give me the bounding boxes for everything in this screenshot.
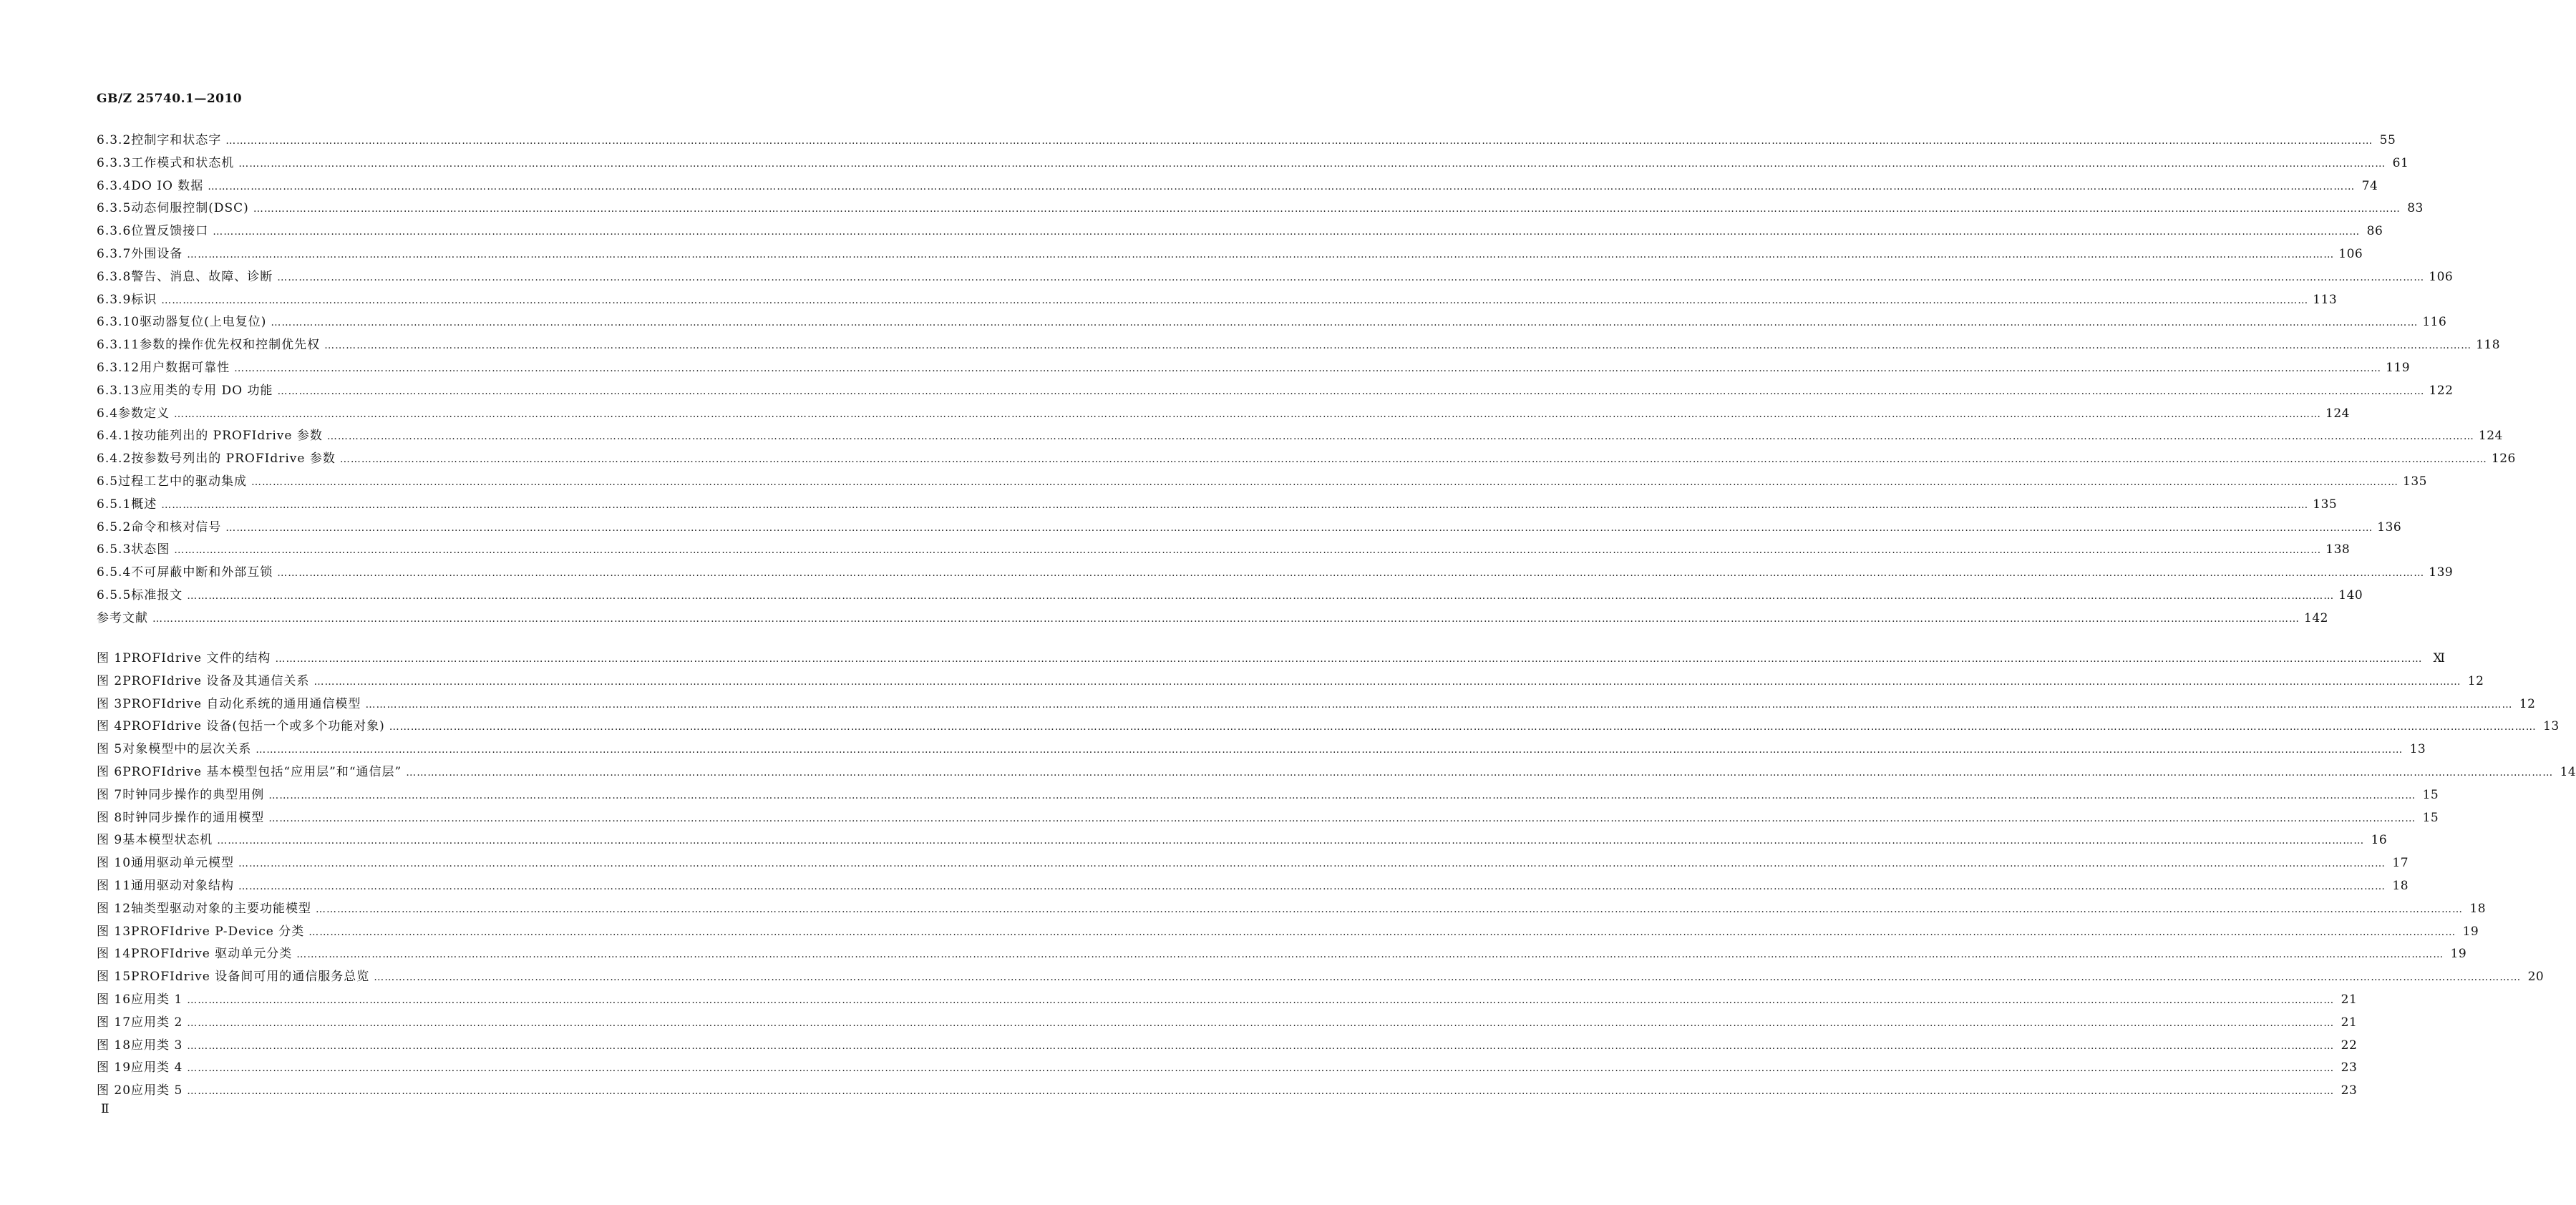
- toc-entry-page: 20: [2527, 970, 2545, 985]
- toc-sections-list: [97, 130, 2516, 630]
- toc-entry-number: 6.3.7: [97, 246, 132, 261]
- toc-entry-leader: ……………………………………………………………………………………………………………………………………………………………………………………………………………………………………………………………………………………………………………………………………………………………………………………………………………………………………………………………………………………………………………………………………………………: [389, 721, 2537, 733]
- toc-entry-page: 12: [2519, 696, 2536, 711]
- toc-entry-leader: ……………………………………………………………………………………………………………………………………………………………………………………………………………………………………………………………………………………………………………………………………………………………………………………………………………………………………………………………………………………………………………………………………………………: [326, 431, 2474, 443]
- toc-entry-title: PROFIdrive 基本模型包括“应用层”和“通信层”: [122, 764, 402, 779]
- toc-entry: [97, 693, 2536, 716]
- toc-entry: [97, 966, 2545, 989]
- toc-entry-number: 图 13: [97, 924, 132, 939]
- toc-entry-leader: ……………………………………………………………………………………………………………………………………………………………………………………………………………………………………………………………………………………………………………………………………………………………………………………………………………………………………………………………………………………………………………………………………………………: [234, 362, 2382, 374]
- toc-entry-page: 74: [2361, 178, 2378, 193]
- toc-entry-number: 图 11: [97, 878, 132, 893]
- toc-entry-page: 122: [2429, 383, 2454, 398]
- toc-entry-title: DO IO 数据: [131, 178, 204, 193]
- toc-entry: [97, 585, 2363, 608]
- toc-entry-number: 图 8: [97, 810, 123, 825]
- toc-entry-page: 23: [2341, 1060, 2358, 1075]
- toc-entry-leader: ……………………………………………………………………………………………………………………………………………………………………………………………………………………………………………………………………………………………………………………………………………………………………………………………………………………………………………………………………………………………………………………………………………………: [208, 180, 2356, 192]
- toc-entry: [97, 716, 2560, 738]
- toc-entry: [97, 130, 2396, 152]
- toc-entry-page: 118: [2476, 338, 2501, 353]
- toc-entry-title: 应用类 3: [131, 1038, 183, 1053]
- toc-entry-page: 13: [2543, 719, 2560, 734]
- toc-entry-title: 应用类的专用 DO 功能: [140, 383, 273, 398]
- toc-entry-page: 113: [2313, 292, 2338, 307]
- toc-entry-page: Ⅺ: [2433, 651, 2446, 665]
- toc-entry-number: 图 3: [97, 696, 123, 711]
- toc-entry: [97, 197, 2424, 220]
- toc-entry-title: 通用驱动对象结构: [131, 878, 235, 893]
- toc-entry-leader: ……………………………………………………………………………………………………………………………………………………………………………………………………………………………………………………………………………………………………………………………………………………………………………………………………………………………………………………………………………………………………………………………………………………: [161, 294, 2309, 306]
- toc-entry: [97, 175, 2378, 198]
- toc-entry-page: 23: [2341, 1083, 2358, 1098]
- toc-entry-number: 6.3.11: [97, 338, 140, 353]
- toc-entry: [97, 784, 2439, 807]
- toc-entry-title: PROFIdrive 自动化系统的通用通信模型: [122, 696, 361, 711]
- toc-entry-title: PROFIdrive 文件的结构: [122, 651, 271, 665]
- toc-entry-page: 86: [2366, 224, 2383, 239]
- toc-entry-page: 55: [2379, 133, 2396, 147]
- toc-entry-page: 16: [2371, 833, 2388, 848]
- toc-entry-title: 按参数号列出的 PROFIdrive 参数: [131, 452, 336, 467]
- toc-entry-number: 6.5: [97, 474, 119, 489]
- toc-entry-number: 6.5.3: [97, 542, 132, 557]
- toc-entry-title: 按功能列出的 PROFIdrive 参数: [131, 429, 323, 444]
- toc-entry-number: 图 7: [97, 787, 123, 802]
- page-number: Ⅱ: [101, 1102, 110, 1116]
- toc-entry-page: 126: [2491, 452, 2516, 467]
- toc-entry-leader: ……………………………………………………………………………………………………………………………………………………………………………………………………………………………………………………………………………………………………………………………………………………………………………………………………………………………………………………………………………………………………………………………………………………: [187, 1040, 2335, 1052]
- toc-entry: [97, 471, 2427, 494]
- toc-entry-title: 应用类 5: [131, 1083, 183, 1098]
- toc-entry-number: 6.3.3: [97, 155, 132, 170]
- toc-entry-leader: ……………………………………………………………………………………………………………………………………………………………………………………………………………………………………………………………………………………………………………………………………………………………………………………………………………………………………………………………………………………………………………………………………………………: [152, 613, 2300, 625]
- toc-entry-title: 标准报文: [131, 587, 183, 602]
- toc-entry-title: 警告、消息、故障、诊断: [131, 269, 273, 284]
- toc-entry-leader: ……………………………………………………………………………………………………………………………………………………………………………………………………………………………………………………………………………………………………………………………………………………………………………………………………………………………………………………………………………………………………………………………………………………: [238, 858, 2386, 870]
- toc-entry: [97, 539, 2351, 562]
- toc-entry-leader: ……………………………………………………………………………………………………………………………………………………………………………………………………………………………………………………………………………………………………………………………………………………………………………………………………………………………………………………………………………………………………………………………………………………: [268, 789, 2416, 801]
- toc-entry-leader: ……………………………………………………………………………………………………………………………………………………………………………………………………………………………………………………………………………………………………………………………………………………………………………………………………………………………………………………………………………………………………………………………………………………: [339, 454, 2487, 466]
- toc-entry-title: 命令和核对信号: [131, 519, 222, 535]
- toc-entry-number: 图 20: [97, 1083, 132, 1098]
- toc-entry-number: 6.3.9: [97, 292, 132, 307]
- toc-entry: [97, 243, 2363, 266]
- toc-entry-page: 17: [2392, 856, 2409, 871]
- toc-entry: [97, 1057, 2358, 1080]
- toc-entry-number: 6.3.6: [97, 224, 132, 239]
- toc-entry-leader: ……………………………………………………………………………………………………………………………………………………………………………………………………………………………………………………………………………………………………………………………………………………………………………………………………………………………………………………………………………………………………………………………………………………: [161, 499, 2309, 511]
- toc-entry-leader: ……………………………………………………………………………………………………………………………………………………………………………………………………………………………………………………………………………………………………………………………………………………………………………………………………………………………………………………………………………………………………………………………………………………: [187, 1063, 2335, 1075]
- toc-entry-number: 图 19: [97, 1060, 132, 1075]
- toc-entry-title: 参数定义: [118, 406, 170, 421]
- toc-entry-title: 轴类型驱动对象的主要功能模型: [131, 901, 312, 916]
- toc-entry-leader: ……………………………………………………………………………………………………………………………………………………………………………………………………………………………………………………………………………………………………………………………………………………………………………………………………………………………………………………………………………………………………………………………………………………: [296, 949, 2444, 961]
- toc-entry-number: 6.3.13: [97, 383, 140, 398]
- toc-entry-number: 图 17: [97, 1015, 132, 1030]
- toc-entry-leader: ……………………………………………………………………………………………………………………………………………………………………………………………………………………………………………………………………………………………………………………………………………………………………………………………………………………………………………………………………………………………………………………………………………………: [268, 812, 2416, 824]
- toc-entry-page: 83: [2407, 201, 2424, 216]
- toc-entry-number: 6.5.5: [97, 587, 132, 602]
- toc-entry-page: 106: [2338, 246, 2363, 261]
- toc-entry-leader: ……………………………………………………………………………………………………………………………………………………………………………………………………………………………………………………………………………………………………………………………………………………………………………………………………………………………………………………………………………………………………………………………………………………: [213, 226, 2361, 238]
- toc-entry-leader: ……………………………………………………………………………………………………………………………………………………………………………………………………………………………………………………………………………………………………………………………………………………………………………………………………………………………………………………………………………………………………………………………………………………: [238, 880, 2386, 892]
- toc-entry-title: 应用类 2: [131, 1015, 183, 1030]
- toc-entry-title: 不可屏蔽中断和外部互锁: [131, 565, 273, 580]
- toc-entry-leader: ……………………………………………………………………………………………………………………………………………………………………………………………………………………………………………………………………………………………………………………………………………………………………………………………………………………………………………………………………………………………………………………………………………………: [277, 567, 2425, 580]
- toc-entry-title: 应用类 4: [131, 1060, 183, 1075]
- toc-entry: [97, 448, 2516, 471]
- toc-entry-leader: ……………………………………………………………………………………………………………………………………………………………………………………………………………………………………………………………………………………………………………………………………………………………………………………………………………………………………………………………………………………………………………………………………………………: [365, 698, 2513, 711]
- toc-entry-number: 图 14: [97, 947, 132, 962]
- toc-entry-page: 21: [2341, 992, 2358, 1007]
- toc-entry-title: 时钟同步操作的典型用例: [122, 787, 265, 802]
- toc-entry-page: 18: [2469, 901, 2487, 916]
- toc-entry-page: 139: [2429, 565, 2454, 580]
- toc-entry-leader: ……………………………………………………………………………………………………………………………………………………………………………………………………………………………………………………………………………………………………………………………………………………………………………………………………………………………………………………………………………………………………………………………………………………: [187, 1086, 2335, 1098]
- toc-entry-title: 工作模式和状态机: [131, 155, 235, 170]
- toc-entry-page: 124: [2478, 429, 2503, 444]
- toc-entry: [97, 517, 2402, 540]
- toc-entry-number: 图 10: [97, 856, 132, 871]
- toc-entry-title: PROFIdrive 设备及其通信关系: [122, 673, 310, 688]
- toc-entry-page: 142: [2304, 610, 2328, 625]
- toc-entry-leader: ……………………………………………………………………………………………………………………………………………………………………………………………………………………………………………………………………………………………………………………………………………………………………………………………………………………………………………………………………………………………………………………………………………………: [308, 926, 2456, 938]
- toc-entry: [97, 562, 2454, 585]
- toc-entry-number: 6.3.4: [97, 178, 132, 193]
- toc-entry-page: 15: [2422, 810, 2439, 825]
- toc-entry-leader: ……………………………………………………………………………………………………………………………………………………………………………………………………………………………………………………………………………………………………………………………………………………………………………………………………………………………………………………………………………………………………………………………………………………: [251, 476, 2399, 488]
- toc-entry-title: 参考文献: [97, 610, 148, 625]
- toc-entry-title: 时钟同步操作的通用模型: [122, 810, 265, 825]
- toc-entry: [97, 898, 2487, 921]
- toc-entry-number: 图 2: [97, 673, 123, 688]
- toc-entry-page: 61: [2392, 155, 2409, 170]
- toc-entry-number: 图 1: [97, 651, 123, 665]
- toc-entry-number: 图 15: [97, 970, 132, 985]
- toc-entry: [97, 738, 2426, 761]
- toc-entry: [97, 921, 2479, 944]
- toc-entry-page: 136: [2377, 519, 2402, 535]
- toc-entry-leader: ……………………………………………………………………………………………………………………………………………………………………………………………………………………………………………………………………………………………………………………………………………………………………………………………………………………………………………………………………………………………………………………………………………………: [406, 766, 2554, 779]
- toc-entry: [97, 403, 2350, 426]
- toc-entry-title: 状态图: [131, 542, 170, 557]
- toc-entry-title: PROFIdrive 驱动单元分类: [131, 947, 293, 962]
- toc-entry: [97, 266, 2454, 289]
- toc-entry-title: 通用驱动单元模型: [131, 856, 235, 871]
- toc-entry: [97, 152, 2409, 175]
- toc-entry: [97, 670, 2484, 693]
- toc-entry-title: 驱动器复位(上电复位): [140, 315, 267, 330]
- toc-entry-title: PROFIdrive P-Device 分类: [131, 924, 305, 939]
- toc-entry-page: 138: [2325, 542, 2351, 557]
- toc-entry: [97, 380, 2454, 403]
- toc-entry-title: PROFIdrive 设备(包括一个或多个功能对象): [122, 719, 385, 734]
- toc-entry-page: 19: [2462, 924, 2479, 939]
- toc-entry-title: PROFIdrive 设备间可用的通信服务总览: [131, 970, 370, 985]
- toc-entry-leader: ……………………………………………………………………………………………………………………………………………………………………………………………………………………………………………………………………………………………………………………………………………………………………………………………………………………………………………………………………………………………………………………………………………………: [238, 157, 2386, 170]
- toc-entry-page: 22: [2341, 1038, 2358, 1053]
- toc-entry-number: 图 6: [97, 764, 123, 779]
- toc-entry-title: 动态伺服控制(DSC): [131, 201, 249, 216]
- toc-entry: [97, 425, 2503, 448]
- toc-entry-leader: ……………………………………………………………………………………………………………………………………………………………………………………………………………………………………………………………………………………………………………………………………………………………………………………………………………………………………………………………………………………………………………………………………………………: [316, 903, 2464, 915]
- toc-entry-number: 6.4.1: [97, 429, 132, 444]
- toc-entry-leader: ……………………………………………………………………………………………………………………………………………………………………………………………………………………………………………………………………………………………………………………………………………………………………………………………………………………………………………………………………………………………………………………………………………………: [225, 522, 2373, 534]
- toc-entry-leader: ……………………………………………………………………………………………………………………………………………………………………………………………………………………………………………………………………………………………………………………………………………………………………………………………………………………………………………………………………………………………………………………………………………………: [256, 744, 2404, 756]
- toc-entry: [97, 334, 2501, 357]
- toc-entry-page: 21: [2341, 1015, 2358, 1030]
- toc-entry-number: 图 18: [97, 1038, 132, 1053]
- toc-entry: [97, 289, 2338, 312]
- toc-entry-leader: ……………………………………………………………………………………………………………………………………………………………………………………………………………………………………………………………………………………………………………………………………………………………………………………………………………………………………………………………………………………………………………………………………………………: [253, 203, 2401, 215]
- toc-entry-number: 6.5.4: [97, 565, 132, 580]
- toc-entry-page: 140: [2338, 587, 2363, 602]
- toc-entry-title: 过程工艺中的驱动集成: [118, 474, 248, 489]
- toc-entry-title: 位置反馈接口: [131, 224, 209, 239]
- toc-entry-page: 135: [2403, 474, 2427, 489]
- toc-entry-page: 19: [2450, 947, 2467, 962]
- toc-entry-number: 图 12: [97, 901, 132, 916]
- toc-entry: [97, 494, 2338, 517]
- toc-entry-page: 116: [2422, 315, 2447, 330]
- toc-entry-number: 图 5: [97, 742, 123, 757]
- toc-entry-leader: ……………………………………………………………………………………………………………………………………………………………………………………………………………………………………………………………………………………………………………………………………………………………………………………………………………………………………………………………………………………………………………………………………………………: [314, 675, 2461, 688]
- toc-entry-title: 应用类 1: [131, 992, 183, 1007]
- toc-entry-leader: ……………………………………………………………………………………………………………………………………………………………………………………………………………………………………………………………………………………………………………………………………………………………………………………………………………………………………………………………………………………………………………………………………………………: [374, 972, 2522, 984]
- toc-entry-page: 14: [2560, 764, 2576, 779]
- toc-entry-number: 6.3.5: [97, 201, 132, 216]
- toc-entry-number: 6.4.2: [97, 452, 132, 467]
- toc-entry-page: 124: [2325, 406, 2350, 421]
- toc-entry: [97, 311, 2447, 334]
- toc-entry-number: 6.3.12: [97, 360, 140, 375]
- toc-entry-leader: ……………………………………………………………………………………………………………………………………………………………………………………………………………………………………………………………………………………………………………………………………………………………………………………………………………………………………………………………………………………………………………………………………………………: [225, 135, 2373, 147]
- toc-entry: [97, 829, 2388, 852]
- toc-entry-leader: ……………………………………………………………………………………………………………………………………………………………………………………………………………………………………………………………………………………………………………………………………………………………………………………………………………………………………………………………………………………………………………………………………………………: [174, 408, 2322, 420]
- toc-entry: [97, 852, 2409, 875]
- toc-entry-number: 6.4: [97, 406, 119, 421]
- toc-entry-leader: ……………………………………………………………………………………………………………………………………………………………………………………………………………………………………………………………………………………………………………………………………………………………………………………………………………………………………………………………………………………………………………………………………………………: [187, 248, 2335, 260]
- toc-entry-title: 概述: [131, 497, 157, 512]
- toc-entry-leader: ……………………………………………………………………………………………………………………………………………………………………………………………………………………………………………………………………………………………………………………………………………………………………………………………………………………………………………………………………………………………………………………………………………………: [277, 271, 2425, 283]
- toc-entry: [97, 875, 2409, 898]
- toc-entry-number: 6.3.8: [97, 269, 132, 284]
- toc-entry-leader: ……………………………………………………………………………………………………………………………………………………………………………………………………………………………………………………………………………………………………………………………………………………………………………………………………………………………………………………………………………………………………………………………………………………: [277, 385, 2425, 397]
- toc-entry-leader: ……………………………………………………………………………………………………………………………………………………………………………………………………………………………………………………………………………………………………………………………………………………………………………………………………………………………………………………………………………………………………………………………………………………: [217, 835, 2365, 847]
- toc-entry: [97, 989, 2358, 1012]
- toc-entry-page: 18: [2392, 878, 2409, 893]
- toc-entry: [97, 220, 2383, 243]
- toc-entry-page: 135: [2313, 497, 2338, 512]
- toc-entry-page: 15: [2422, 787, 2439, 802]
- toc-entry-number: 图 9: [97, 833, 123, 848]
- toc-entry-number: 图 4: [97, 719, 123, 734]
- toc-entry-leader: ……………………………………………………………………………………………………………………………………………………………………………………………………………………………………………………………………………………………………………………………………………………………………………………………………………………………………………………………………………………………………………………………………………………: [187, 994, 2335, 1006]
- toc-entry-number: 6.3.10: [97, 315, 140, 330]
- toc-figures-list: [97, 648, 2576, 1103]
- toc-entry-leader: ……………………………………………………………………………………………………………………………………………………………………………………………………………………………………………………………………………………………………………………………………………………………………………………………………………………………………………………………………………………………………………………………………………………: [187, 590, 2335, 602]
- toc-entry-title: 控制字和状态字: [131, 133, 222, 147]
- toc-entry-leader: ……………………………………………………………………………………………………………………………………………………………………………………………………………………………………………………………………………………………………………………………………………………………………………………………………………………………………………………………………………………………………………………………………………………: [275, 653, 2423, 665]
- toc-entry: [97, 608, 2328, 630]
- toc-entry-title: 标识: [131, 292, 157, 307]
- toc-entry-title: 基本模型状态机: [122, 833, 213, 848]
- toc-entry-number: 6.5.1: [97, 497, 132, 512]
- toc-entry-leader: ……………………………………………………………………………………………………………………………………………………………………………………………………………………………………………………………………………………………………………………………………………………………………………………………………………………………………………………………………………………………………………………………………………………: [174, 545, 2322, 557]
- toc-entry-page: 13: [2409, 742, 2426, 757]
- toc-entry-title: 用户数据可靠性: [140, 360, 230, 375]
- toc-entry-leader: ……………………………………………………………………………………………………………………………………………………………………………………………………………………………………………………………………………………………………………………………………………………………………………………………………………………………………………………………………………………………………………………………………………………: [271, 317, 2419, 329]
- toc-entry-page: 119: [2386, 360, 2411, 375]
- toc-entry-number: 6.3.2: [97, 133, 132, 147]
- toc-entry-leader: ……………………………………………………………………………………………………………………………………………………………………………………………………………………………………………………………………………………………………………………………………………………………………………………………………………………………………………………………………………………………………………………………………………………: [324, 340, 2472, 352]
- toc-entry-number: 6.5.2: [97, 519, 132, 535]
- toc-entry-title: 对象模型中的层次关系: [122, 742, 252, 757]
- toc-entry-title: 外围设备: [131, 246, 183, 261]
- toc-entry: [97, 357, 2411, 380]
- toc-entry: [97, 1035, 2358, 1058]
- toc-entry: [97, 648, 2446, 670]
- toc-entry: [97, 1012, 2358, 1035]
- toc-entry-page: 12: [2467, 673, 2484, 688]
- toc-entry-title: 参数的操作优先权和控制优先权: [140, 338, 321, 353]
- toc-entry: [97, 943, 2467, 966]
- toc-entry: [97, 761, 2576, 784]
- toc-entry-page: 106: [2429, 269, 2454, 284]
- toc-entry: [97, 807, 2439, 830]
- standard-code: GB/Z 25740.1—2010: [97, 92, 243, 106]
- toc-entry-number: 图 16: [97, 992, 132, 1007]
- toc-entry-leader: ……………………………………………………………………………………………………………………………………………………………………………………………………………………………………………………………………………………………………………………………………………………………………………………………………………………………………………………………………………………………………………………………………………………: [187, 1017, 2335, 1029]
- toc-entry: [97, 1080, 2358, 1103]
